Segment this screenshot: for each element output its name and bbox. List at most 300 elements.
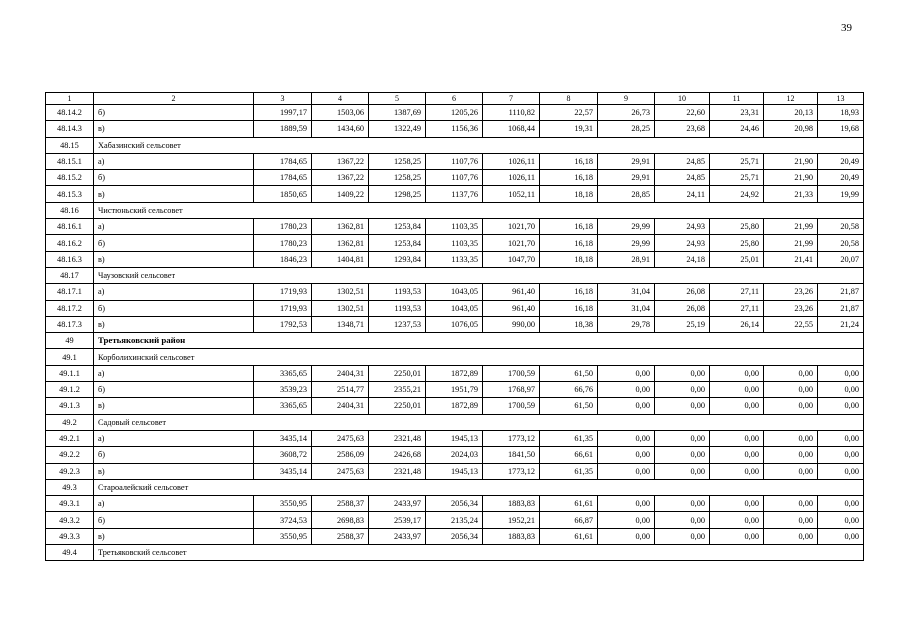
settlement-title: Хабазинский сельсовет xyxy=(94,137,864,153)
value-cell-col-6: 2056,34 xyxy=(426,496,483,512)
value-cell-col-3: 3365,65 xyxy=(254,398,312,414)
row-code: 49.2.1 xyxy=(46,430,94,446)
value-cell-col-9: 29,99 xyxy=(598,219,655,235)
value-cell-col-9: 0,00 xyxy=(598,463,655,479)
row-code: 49.4 xyxy=(46,545,94,561)
value-cell-col-7: 1773,12 xyxy=(483,430,540,446)
value-cell-col-12: 23,26 xyxy=(764,284,818,300)
value-cell-col-4: 2475,63 xyxy=(312,463,369,479)
value-cell-col-4: 1302,51 xyxy=(312,284,369,300)
value-cell-col-10: 0,00 xyxy=(655,463,710,479)
value-cell-col-3: 1780,23 xyxy=(254,235,312,251)
value-cell-col-9: 26,73 xyxy=(598,105,655,121)
value-cell-col-5: 1253,84 xyxy=(369,235,426,251)
value-cell-col-6: 1076,05 xyxy=(426,316,483,332)
value-cell-col-5: 1253,84 xyxy=(369,219,426,235)
value-cell-col-5: 1293,84 xyxy=(369,251,426,267)
value-cell-col-4: 2586,09 xyxy=(312,447,369,463)
value-cell-col-13: 0,00 xyxy=(818,463,864,479)
row-variant: а) xyxy=(94,430,254,446)
value-cell-col-11: 0,00 xyxy=(710,512,764,528)
value-cell-col-6: 1103,35 xyxy=(426,235,483,251)
value-cell-col-9: 0,00 xyxy=(598,382,655,398)
value-cell-col-13: 21,87 xyxy=(818,300,864,316)
value-cell-col-10: 24,85 xyxy=(655,153,710,169)
value-cell-col-10: 0,00 xyxy=(655,496,710,512)
value-cell-col-6: 1137,76 xyxy=(426,186,483,202)
value-cell-col-10: 24,93 xyxy=(655,219,710,235)
value-cell-col-12: 0,00 xyxy=(764,512,818,528)
row-variant: в) xyxy=(94,251,254,267)
value-cell-col-8: 16,18 xyxy=(540,284,598,300)
row-code: 49.1.3 xyxy=(46,398,94,414)
value-cell-col-3: 1784,65 xyxy=(254,153,312,169)
value-cell-col-12: 0,00 xyxy=(764,496,818,512)
value-cell-col-9: 0,00 xyxy=(598,398,655,414)
value-cell-col-13: 20,07 xyxy=(818,251,864,267)
value-cell-col-7: 1110,82 xyxy=(483,105,540,121)
table-row xyxy=(46,186,864,202)
value-cell-col-7: 1068,44 xyxy=(483,121,540,137)
value-cell-col-10: 24,18 xyxy=(655,251,710,267)
value-cell-col-8: 66,76 xyxy=(540,382,598,398)
value-cell-col-6: 1043,05 xyxy=(426,284,483,300)
row-code: 48.17.1 xyxy=(46,284,94,300)
row-variant: в) xyxy=(94,121,254,137)
table-row xyxy=(46,170,864,186)
row-code: 48.15.1 xyxy=(46,153,94,169)
column-header-5: 5 xyxy=(369,93,426,105)
value-cell-col-6: 1133,35 xyxy=(426,251,483,267)
value-cell-col-5: 1258,25 xyxy=(369,153,426,169)
value-cell-col-4: 2698,83 xyxy=(312,512,369,528)
value-cell-col-4: 1503,06 xyxy=(312,105,369,121)
value-cell-col-11: 25,80 xyxy=(710,235,764,251)
value-cell-col-12: 20,98 xyxy=(764,121,818,137)
value-cell-col-3: 1997,17 xyxy=(254,105,312,121)
row-code: 48.14.2 xyxy=(46,105,94,121)
row-code: 49.1 xyxy=(46,349,94,365)
value-cell-col-5: 1237,53 xyxy=(369,316,426,332)
column-header-7: 7 xyxy=(483,93,540,105)
value-cell-col-13: 19,99 xyxy=(818,186,864,202)
value-cell-col-3: 3539,23 xyxy=(254,382,312,398)
value-cell-col-4: 2404,31 xyxy=(312,398,369,414)
column-header-9: 9 xyxy=(598,93,655,105)
value-cell-col-9: 0,00 xyxy=(598,512,655,528)
value-cell-col-8: 61,35 xyxy=(540,430,598,446)
value-cell-col-13: 0,00 xyxy=(818,447,864,463)
row-variant: б) xyxy=(94,105,254,121)
row-code: 48.16.2 xyxy=(46,235,94,251)
value-cell-col-5: 1258,25 xyxy=(369,170,426,186)
value-cell-col-6: 1951,79 xyxy=(426,382,483,398)
table-row xyxy=(46,512,864,528)
row-code: 49.1.1 xyxy=(46,365,94,381)
value-cell-col-13: 21,87 xyxy=(818,284,864,300)
value-cell-col-13: 21,24 xyxy=(818,316,864,332)
column-number-header-row xyxy=(46,93,864,105)
value-cell-col-9: 0,00 xyxy=(598,528,655,544)
value-cell-col-3: 3550,95 xyxy=(254,528,312,544)
value-cell-col-5: 2250,01 xyxy=(369,365,426,381)
value-cell-col-7: 1883,83 xyxy=(483,496,540,512)
value-cell-col-6: 2056,34 xyxy=(426,528,483,544)
value-cell-col-4: 1404,81 xyxy=(312,251,369,267)
value-cell-col-11: 0,00 xyxy=(710,447,764,463)
value-cell-col-7: 990,00 xyxy=(483,316,540,332)
value-cell-col-12: 21,99 xyxy=(764,235,818,251)
value-cell-col-7: 1952,21 xyxy=(483,512,540,528)
value-cell-col-11: 26,14 xyxy=(710,316,764,332)
value-cell-col-5: 1193,53 xyxy=(369,284,426,300)
value-cell-col-4: 1409,22 xyxy=(312,186,369,202)
table-row xyxy=(46,153,864,169)
section-row xyxy=(46,545,864,561)
table-row xyxy=(46,300,864,316)
value-cell-col-7: 1768,97 xyxy=(483,382,540,398)
value-cell-col-9: 29,99 xyxy=(598,235,655,251)
value-cell-col-6: 1945,13 xyxy=(426,430,483,446)
value-cell-col-13: 0,00 xyxy=(818,512,864,528)
value-cell-col-5: 1322,49 xyxy=(369,121,426,137)
value-cell-col-8: 19,31 xyxy=(540,121,598,137)
value-cell-col-12: 21,33 xyxy=(764,186,818,202)
row-variant: а) xyxy=(94,219,254,235)
value-cell-col-9: 28,25 xyxy=(598,121,655,137)
value-cell-col-3: 1850,65 xyxy=(254,186,312,202)
row-code: 48.15.2 xyxy=(46,170,94,186)
value-cell-col-5: 1387,69 xyxy=(369,105,426,121)
section-row xyxy=(46,267,864,283)
column-header-11: 11 xyxy=(710,93,764,105)
table-row xyxy=(46,121,864,137)
value-cell-col-10: 24,93 xyxy=(655,235,710,251)
row-variant: а) xyxy=(94,153,254,169)
value-cell-col-4: 1348,71 xyxy=(312,316,369,332)
page-number: 39 xyxy=(841,22,852,34)
row-code: 48.16.1 xyxy=(46,219,94,235)
value-cell-col-11: 0,00 xyxy=(710,382,764,398)
value-cell-col-8: 16,18 xyxy=(540,170,598,186)
value-cell-col-13: 0,00 xyxy=(818,496,864,512)
section-row xyxy=(46,349,864,365)
row-code: 48.15.3 xyxy=(46,186,94,202)
value-cell-col-13: 20,49 xyxy=(818,153,864,169)
value-cell-col-7: 1026,11 xyxy=(483,170,540,186)
row-code: 49.3 xyxy=(46,479,94,495)
value-cell-col-3: 3724,53 xyxy=(254,512,312,528)
value-cell-col-6: 1103,35 xyxy=(426,219,483,235)
value-cell-col-10: 0,00 xyxy=(655,398,710,414)
row-code: 49.3.2 xyxy=(46,512,94,528)
value-cell-col-11: 0,00 xyxy=(710,398,764,414)
value-cell-col-9: 31,04 xyxy=(598,300,655,316)
row-variant: в) xyxy=(94,463,254,479)
value-cell-col-11: 0,00 xyxy=(710,365,764,381)
value-cell-col-12: 0,00 xyxy=(764,398,818,414)
value-cell-col-13: 0,00 xyxy=(818,430,864,446)
row-code: 48.16 xyxy=(46,202,94,218)
value-cell-col-5: 1298,25 xyxy=(369,186,426,202)
column-header-8: 8 xyxy=(540,93,598,105)
column-header-1: 1 xyxy=(46,93,94,105)
value-cell-col-10: 23,68 xyxy=(655,121,710,137)
value-cell-col-11: 0,00 xyxy=(710,496,764,512)
value-cell-col-13: 0,00 xyxy=(818,528,864,544)
value-cell-col-5: 2321,48 xyxy=(369,430,426,446)
value-cell-col-7: 1841,50 xyxy=(483,447,540,463)
value-cell-col-8: 61,61 xyxy=(540,528,598,544)
district-title: Третьяковский район xyxy=(94,333,864,349)
table-row xyxy=(46,105,864,121)
value-cell-col-9: 28,85 xyxy=(598,186,655,202)
value-cell-col-8: 22,57 xyxy=(540,105,598,121)
value-cell-col-7: 1700,59 xyxy=(483,365,540,381)
value-cell-col-12: 0,00 xyxy=(764,528,818,544)
row-variant: в) xyxy=(94,186,254,202)
settlement-title: Садовый сельсовет xyxy=(94,414,864,430)
value-cell-col-7: 1021,70 xyxy=(483,235,540,251)
value-cell-col-5: 2539,17 xyxy=(369,512,426,528)
table-row xyxy=(46,235,864,251)
row-code: 48.17.3 xyxy=(46,316,94,332)
value-cell-col-12: 0,00 xyxy=(764,430,818,446)
value-cell-col-3: 3435,14 xyxy=(254,463,312,479)
table-row xyxy=(46,447,864,463)
value-cell-col-3: 1719,93 xyxy=(254,284,312,300)
value-cell-col-4: 1434,60 xyxy=(312,121,369,137)
value-cell-col-8: 61,35 xyxy=(540,463,598,479)
value-cell-col-4: 1362,81 xyxy=(312,219,369,235)
value-cell-col-12: 21,41 xyxy=(764,251,818,267)
value-cell-col-10: 0,00 xyxy=(655,528,710,544)
value-cell-col-5: 2250,01 xyxy=(369,398,426,414)
value-cell-col-8: 61,50 xyxy=(540,398,598,414)
row-code: 49.2.3 xyxy=(46,463,94,479)
table-row xyxy=(46,496,864,512)
value-cell-col-5: 2433,97 xyxy=(369,496,426,512)
table-row xyxy=(46,382,864,398)
value-cell-col-7: 1021,70 xyxy=(483,219,540,235)
row-code: 48.17 xyxy=(46,267,94,283)
value-cell-col-11: 25,71 xyxy=(710,170,764,186)
value-cell-col-8: 66,61 xyxy=(540,447,598,463)
section-row xyxy=(46,137,864,153)
table-row xyxy=(46,284,864,300)
row-code: 48.15 xyxy=(46,137,94,153)
row-variant: а) xyxy=(94,284,254,300)
settlement-title: Третьяковский сельсовет xyxy=(94,545,864,561)
table-row xyxy=(46,251,864,267)
value-cell-col-10: 25,19 xyxy=(655,316,710,332)
value-cell-col-8: 18,38 xyxy=(540,316,598,332)
value-cell-col-9: 0,00 xyxy=(598,496,655,512)
value-cell-col-11: 25,01 xyxy=(710,251,764,267)
column-header-6: 6 xyxy=(426,93,483,105)
value-cell-col-10: 26,08 xyxy=(655,284,710,300)
value-cell-col-12: 0,00 xyxy=(764,463,818,479)
section-row xyxy=(46,414,864,430)
value-cell-col-9: 0,00 xyxy=(598,430,655,446)
table-row xyxy=(46,219,864,235)
value-cell-col-3: 3435,14 xyxy=(254,430,312,446)
settlement-title: Чистюньский сельсовет xyxy=(94,202,864,218)
value-cell-col-13: 20,58 xyxy=(818,235,864,251)
row-variant: в) xyxy=(94,316,254,332)
value-cell-col-12: 0,00 xyxy=(764,382,818,398)
value-cell-col-12: 21,99 xyxy=(764,219,818,235)
value-cell-col-12: 21,90 xyxy=(764,170,818,186)
value-cell-col-11: 25,80 xyxy=(710,219,764,235)
value-cell-col-12: 21,90 xyxy=(764,153,818,169)
row-variant: б) xyxy=(94,447,254,463)
value-cell-col-10: 24,85 xyxy=(655,170,710,186)
table-row xyxy=(46,528,864,544)
row-code: 49 xyxy=(46,333,94,349)
value-cell-col-8: 16,18 xyxy=(540,235,598,251)
value-cell-col-7: 1773,12 xyxy=(483,463,540,479)
value-cell-col-8: 66,87 xyxy=(540,512,598,528)
value-cell-col-5: 2321,48 xyxy=(369,463,426,479)
value-cell-col-3: 1780,23 xyxy=(254,219,312,235)
value-cell-col-4: 2404,31 xyxy=(312,365,369,381)
value-cell-col-6: 2024,03 xyxy=(426,447,483,463)
value-cell-col-12: 22,55 xyxy=(764,316,818,332)
value-cell-col-9: 31,04 xyxy=(598,284,655,300)
tariff-table xyxy=(45,92,864,561)
value-cell-col-9: 29,91 xyxy=(598,153,655,169)
value-cell-col-6: 1107,76 xyxy=(426,170,483,186)
value-cell-col-12: 20,13 xyxy=(764,105,818,121)
value-cell-col-4: 1302,51 xyxy=(312,300,369,316)
column-header-3: 3 xyxy=(254,93,312,105)
value-cell-col-10: 0,00 xyxy=(655,365,710,381)
value-cell-col-4: 1362,81 xyxy=(312,235,369,251)
value-cell-col-8: 18,18 xyxy=(540,251,598,267)
value-cell-col-3: 1719,93 xyxy=(254,300,312,316)
table-row xyxy=(46,430,864,446)
value-cell-col-8: 18,18 xyxy=(540,186,598,202)
value-cell-col-4: 2588,37 xyxy=(312,496,369,512)
row-variant: б) xyxy=(94,300,254,316)
value-cell-col-4: 1367,22 xyxy=(312,153,369,169)
value-cell-col-11: 24,92 xyxy=(710,186,764,202)
value-cell-col-11: 27,11 xyxy=(710,300,764,316)
value-cell-col-3: 1784,65 xyxy=(254,170,312,186)
row-code: 49.2 xyxy=(46,414,94,430)
row-code: 49.2.2 xyxy=(46,447,94,463)
value-cell-col-7: 1700,59 xyxy=(483,398,540,414)
value-cell-col-10: 26,08 xyxy=(655,300,710,316)
value-cell-col-7: 1883,83 xyxy=(483,528,540,544)
value-cell-col-3: 1846,23 xyxy=(254,251,312,267)
value-cell-col-6: 1043,05 xyxy=(426,300,483,316)
value-cell-col-7: 1052,11 xyxy=(483,186,540,202)
column-header-4: 4 xyxy=(312,93,369,105)
value-cell-col-5: 2355,21 xyxy=(369,382,426,398)
column-header-2: 2 xyxy=(94,93,254,105)
row-code: 49.3.3 xyxy=(46,528,94,544)
value-cell-col-8: 16,18 xyxy=(540,219,598,235)
value-cell-col-10: 0,00 xyxy=(655,512,710,528)
section-row xyxy=(46,202,864,218)
value-cell-col-7: 961,40 xyxy=(483,284,540,300)
value-cell-col-11: 0,00 xyxy=(710,430,764,446)
value-cell-col-5: 2426,68 xyxy=(369,447,426,463)
value-cell-col-3: 1792,53 xyxy=(254,316,312,332)
value-cell-col-6: 1945,13 xyxy=(426,463,483,479)
value-cell-col-5: 2433,97 xyxy=(369,528,426,544)
value-cell-col-13: 18,93 xyxy=(818,105,864,121)
value-cell-col-11: 23,31 xyxy=(710,105,764,121)
column-header-10: 10 xyxy=(655,93,710,105)
value-cell-col-13: 20,58 xyxy=(818,219,864,235)
value-cell-col-9: 0,00 xyxy=(598,365,655,381)
settlement-title: Чаузовский сельсовет xyxy=(94,267,864,283)
value-cell-col-9: 0,00 xyxy=(598,447,655,463)
table-row xyxy=(46,463,864,479)
value-cell-col-9: 29,78 xyxy=(598,316,655,332)
row-code: 48.16.3 xyxy=(46,251,94,267)
value-cell-col-12: 0,00 xyxy=(764,365,818,381)
value-cell-col-6: 1205,26 xyxy=(426,105,483,121)
value-cell-col-13: 0,00 xyxy=(818,365,864,381)
value-cell-col-9: 28,91 xyxy=(598,251,655,267)
value-cell-col-5: 1193,53 xyxy=(369,300,426,316)
value-cell-col-10: 0,00 xyxy=(655,430,710,446)
value-cell-col-13: 19,68 xyxy=(818,121,864,137)
section-row xyxy=(46,333,864,349)
value-cell-col-12: 23,26 xyxy=(764,300,818,316)
value-cell-col-11: 25,71 xyxy=(710,153,764,169)
row-variant: а) xyxy=(94,365,254,381)
row-variant: б) xyxy=(94,170,254,186)
value-cell-col-7: 961,40 xyxy=(483,300,540,316)
section-row xyxy=(46,479,864,495)
value-cell-col-3: 3608,72 xyxy=(254,447,312,463)
value-cell-col-7: 1047,70 xyxy=(483,251,540,267)
value-cell-col-6: 1872,89 xyxy=(426,398,483,414)
value-cell-col-11: 24,46 xyxy=(710,121,764,137)
table-row xyxy=(46,316,864,332)
value-cell-col-4: 2514,77 xyxy=(312,382,369,398)
value-cell-col-10: 22,60 xyxy=(655,105,710,121)
value-cell-col-8: 61,50 xyxy=(540,365,598,381)
value-cell-col-6: 1156,36 xyxy=(426,121,483,137)
row-variant: б) xyxy=(94,512,254,528)
row-variant: б) xyxy=(94,382,254,398)
value-cell-col-11: 0,00 xyxy=(710,528,764,544)
table-row xyxy=(46,398,864,414)
table-body xyxy=(46,93,864,561)
row-variant: а) xyxy=(94,496,254,512)
value-cell-col-6: 1872,89 xyxy=(426,365,483,381)
value-cell-col-3: 3365,65 xyxy=(254,365,312,381)
value-cell-col-7: 1026,11 xyxy=(483,153,540,169)
settlement-title: Корболихинский сельсовет xyxy=(94,349,864,365)
value-cell-col-8: 16,18 xyxy=(540,153,598,169)
value-cell-col-10: 24,11 xyxy=(655,186,710,202)
value-cell-col-4: 2475,63 xyxy=(312,430,369,446)
value-cell-col-12: 0,00 xyxy=(764,447,818,463)
row-code: 48.17.2 xyxy=(46,300,94,316)
table-row xyxy=(46,365,864,381)
value-cell-col-4: 1367,22 xyxy=(312,170,369,186)
row-variant: в) xyxy=(94,528,254,544)
value-cell-col-13: 20,49 xyxy=(818,170,864,186)
value-cell-col-3: 1889,59 xyxy=(254,121,312,137)
